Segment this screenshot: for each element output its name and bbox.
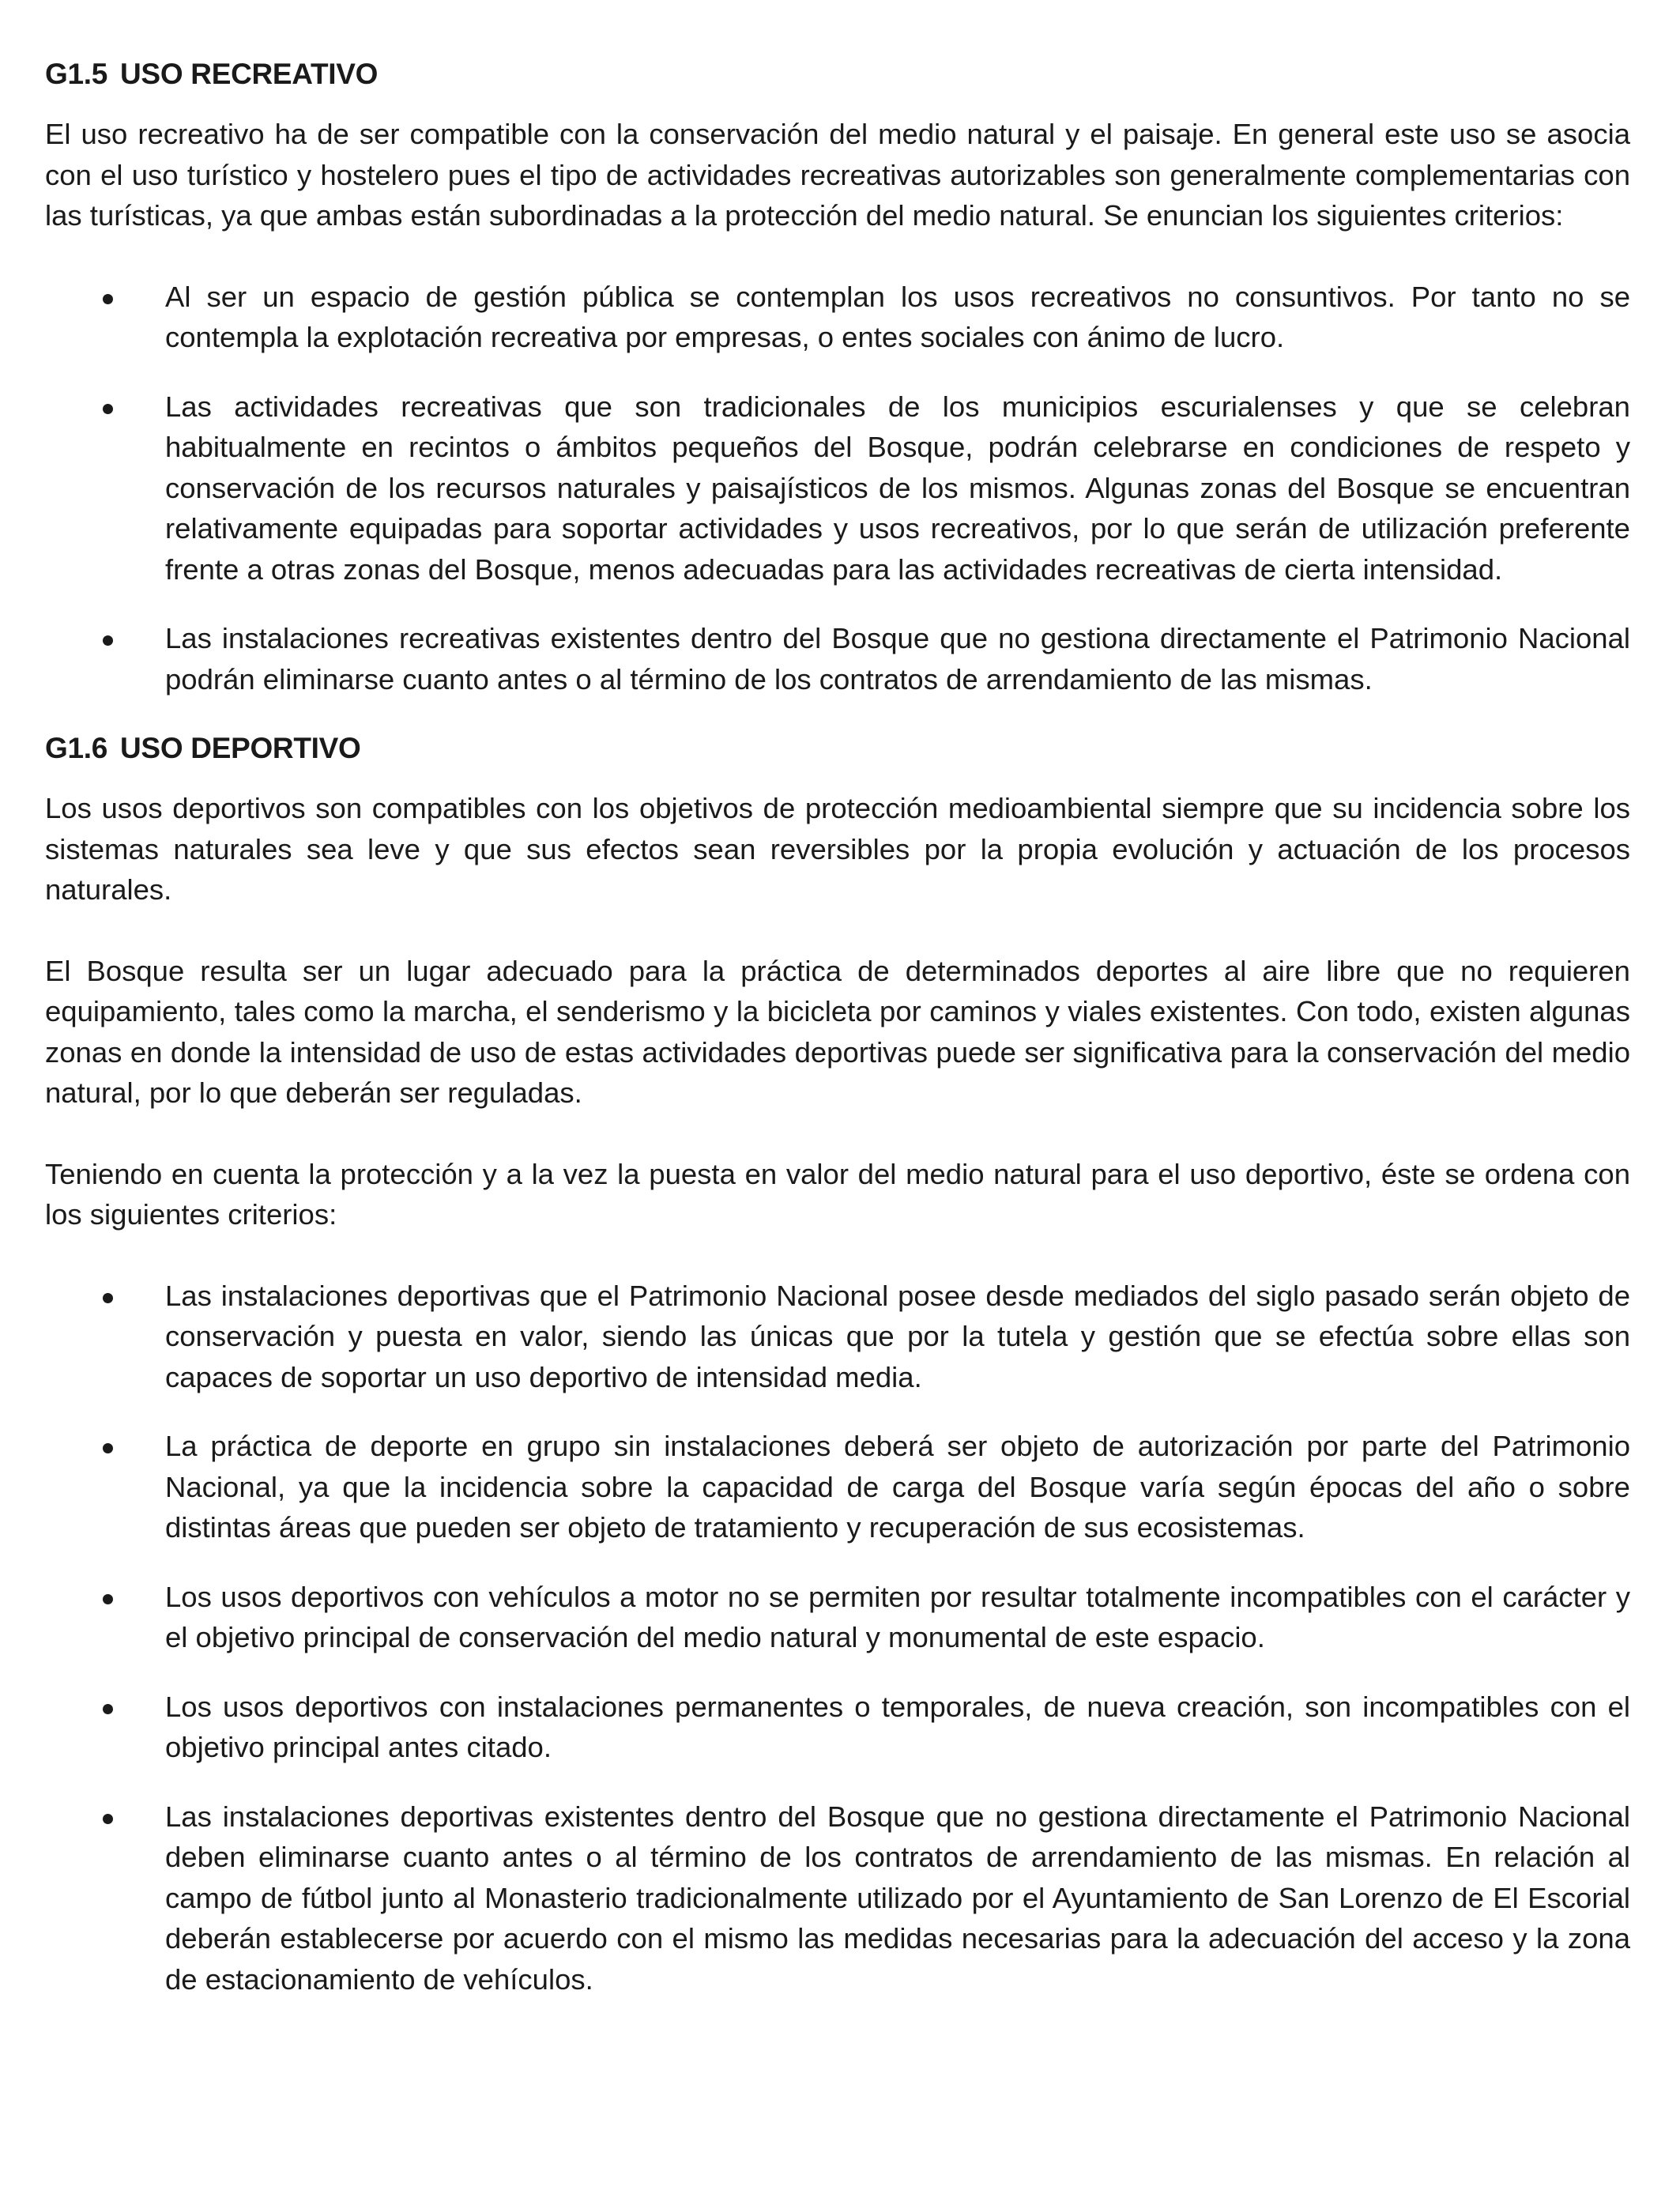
- section-number: G1.6: [45, 732, 108, 764]
- bullet-icon: [103, 1443, 113, 1453]
- list-item: [45, 1687, 1630, 1768]
- body-paragraph: Teniendo en cuenta la protección y a la vez la puesta en valor del medio natural para el uso deportivo, éste se ordena con los siguientes criterios:: [45, 1157, 1630, 1231]
- list-item: [45, 1577, 1630, 1658]
- list-item-text: Las instalaciones deportivas que el Patrimonio Nacional posee desde mediados del siglo pasado serán objeto de conservación y puesta en valor, siendo las únicas que por la tutela y gestión que se efectúa sobre ellas son capaces de soportar un uso deportivo de intensidad media.: [165, 1279, 1630, 1393]
- list-item: [45, 1796, 1630, 2000]
- list-item-text: La práctica de deporte en grupo sin instalaciones deberá ser objeto de autorización por parte del Patrimonio Nacional, ya que la incidencia sobre la capacidad de carga del Bosque varía según épocas del año o sobre distintas áreas que pueden ser objeto de tratamiento y recuperación de sus ecosistemas.: [165, 1430, 1630, 1544]
- list-item-text: Las instalaciones deportivas existentes dentro del Bosque que no gestiona directamente el Patrimonio Nacional deben eliminarse cuanto antes o al término de los contratos de arrendamiento de las mismas. En relación al campo de fútbol junto al Monasterio tradicionalmente utilizado por el Ayuntamiento de San Lorenzo de El Escorial deberán establecerse por acuerdo con el mismo las medidas necesarias para la adecuación del acceso y la zona de estacionamiento de vehículos.: [165, 1800, 1630, 1996]
- list-item-text: Los usos deportivos con vehículos a motor no se permiten por resultar totalmente incompatibles con el carácter y el objetivo principal de conservación del medio natural y monumental de este espacio.: [165, 1580, 1630, 1653]
- list-item: [45, 1426, 1630, 1548]
- bullet-icon: [103, 1814, 113, 1824]
- section-intro-paragraph: El uso recreativo ha de ser compatible con la conservación del medio natural y el paisaje. En general este uso se asocia con el uso turístico y hostelero pues el tipo de actividades recreativas autorizables son generalmente complementarias con las turísticas, ya que ambas están subordinadas a la protección del medio natural. Se enuncian los siguientes criterios:: [45, 118, 1630, 232]
- list-item: [45, 1276, 1630, 1398]
- bullet-icon: [103, 635, 113, 646]
- section-number: G1.5: [45, 58, 108, 90]
- body-paragraph: Los usos deportivos son compatibles con los objetivos de protección medioambiental siempre que su incidencia sobre los sistemas naturales sea leve y que sus efectos sean reversibles por la propia evolución y actuación de los procesos naturales.: [45, 792, 1630, 906]
- list-item-text: Al ser un espacio de gestión pública se contemplan los usos recreativos no consuntivos. Por tanto no se contempla la explotación recreativa por empresas, o entes sociales con ánimo de lucro.: [165, 280, 1630, 353]
- bullet-icon: [103, 1704, 113, 1714]
- bullet-icon: [103, 1594, 113, 1604]
- section-heading-g1-6: [45, 728, 1630, 769]
- criteria-list-deportivo: [45, 1276, 1630, 2000]
- criteria-list-recreativo: [45, 277, 1630, 700]
- section-title: USO DEPORTIVO: [120, 732, 361, 764]
- document-page: [45, 54, 1630, 2028]
- list-item-text: Las instalaciones recreativas existentes dentro del Bosque que no gestiona directamente el Patrimonio Nacional podrán eliminarse cuanto antes o al término de los contratos de arrendamiento de las mismas.: [165, 622, 1630, 696]
- body-paragraph: El Bosque resulta ser un lugar adecuado para la práctica de determinados deportes al aire libre que no requieren equipamiento, tales como la marcha, el senderismo y la bicicleta por caminos y viales existentes. Con todo, existen algunas zonas en donde la intensidad de uso de estas actividades deportivas puede ser significativa para la conservación del medio natural, por lo que deberán ser reguladas.: [45, 954, 1630, 1109]
- list-item-text: Las actividades recreativas que son tradicionales de los municipios escurialenses y que se celebran habitualmente en recintos o ámbitos pequeños del Bosque, podrán celebrarse en condiciones de respeto y conservación de los recursos naturales y paisajísticos de los mismos. Algunas zonas del Bosque se encuentran relativamente equipadas para soportar actividades y usos recreativos, por lo que serán de utilización preferente frente a otras zonas del Bosque, menos adecuadas para las actividades recreativas de cierta intensidad.: [165, 390, 1630, 586]
- bullet-icon: [103, 1293, 113, 1303]
- list-item: [45, 618, 1630, 699]
- section-heading-g1-5: [45, 54, 1630, 95]
- bullet-icon: [103, 294, 113, 304]
- section-title: USO RECREATIVO: [120, 58, 379, 90]
- bullet-icon: [103, 404, 113, 414]
- list-item: [45, 277, 1630, 358]
- list-item: [45, 386, 1630, 590]
- list-item-text: Los usos deportivos con instalaciones permanentes o temporales, de nueva creación, son incompatibles con el objetivo principal antes citado.: [165, 1690, 1630, 1763]
